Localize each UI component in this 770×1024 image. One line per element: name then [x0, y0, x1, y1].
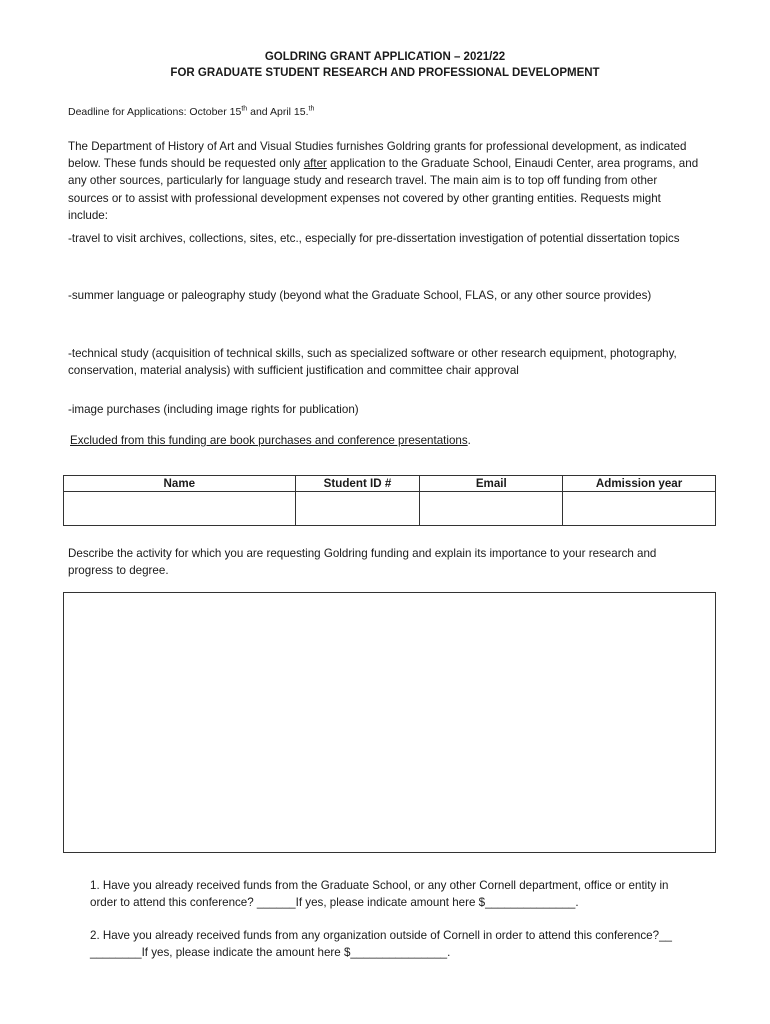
excluded-note-text: Excluded from this funding are book purchases and conference presentations: [70, 434, 468, 447]
intro-part-2: application to the Graduate School, Einaudi Center, area programs, and any other sources, particularly for language study and research travel. The main aim is to top off funding from other sources or to assist with professional development expenses not covered by other granting entities. Requests might include:: [68, 157, 699, 222]
question-cornell-funds: 1. Have you already received funds from the Graduate School, or any other Cornell department, office or entity in order to attend this conference? ______If yes, please indicate amount here $______________.: [90, 879, 669, 910]
header-name: Name: [64, 476, 296, 492]
student-id-field[interactable]: [295, 492, 420, 526]
applicant-info-table: [63, 475, 716, 526]
form-subtitle: FOR GRADUATE STUDENT RESEARCH AND PROFESSIONAL DEVELOPMENT: [170, 67, 600, 79]
deadline-sup-1: th: [241, 105, 248, 113]
bullet-image-purchases: -image purchases (including image rights for publication): [68, 403, 359, 416]
deadline-text: [68, 106, 314, 118]
intro-part-1: The Department of History of Art and Visual Studies furnishes Goldring grants for professional development, as indicated below. These funds should be requested only: [68, 140, 687, 171]
name-field[interactable]: [64, 492, 296, 526]
bullet-language-study: -summer language or paleography study (beyond what the Graduate School, FLAS, or any other source provides): [68, 289, 652, 302]
intro-paragraph: [68, 138, 700, 224]
table-header-row: [64, 476, 716, 492]
question-outside-funds: 2. Have you already received funds from any organization outside of Cornell in order to attend this conference?__ ________If yes, please indicate the amount here $_______________.: [90, 929, 672, 960]
table-input-row: [64, 492, 716, 526]
deadline-prefix: Deadline for Applications: October 15: [68, 106, 242, 118]
intro-underlined-after: after: [303, 157, 327, 171]
excluded-note: [70, 432, 702, 449]
header-student-id: Student ID #: [295, 476, 420, 492]
deadline-middle: and April 15.: [247, 106, 309, 118]
describe-activity-prompt: Describe the activity for which you are requesting Goldring funding and explain its importance to your research and progress to degree.: [68, 547, 657, 578]
bullet-travel: -travel to visit archives, collections, sites, etc., especially for pre-dissertation investigation of potential dissertation topics: [68, 232, 680, 245]
form-title: GOLDRING GRANT APPLICATION – 2021/22: [264, 51, 506, 63]
email-field[interactable]: [420, 492, 563, 526]
header-email: Email: [420, 476, 563, 492]
activity-description-field[interactable]: [63, 592, 716, 853]
deadline-sup-2: th: [308, 105, 315, 113]
excluded-note-end: .: [467, 434, 471, 447]
admission-year-field[interactable]: [563, 492, 716, 526]
bullet-technical-study: -technical study (acquisition of technical skills, such as specialized software or other research equipment, photography, conservation, material analysis) with sufficient justification and committee chair approval: [68, 347, 677, 378]
header-admission-year: Admission year: [563, 476, 716, 492]
